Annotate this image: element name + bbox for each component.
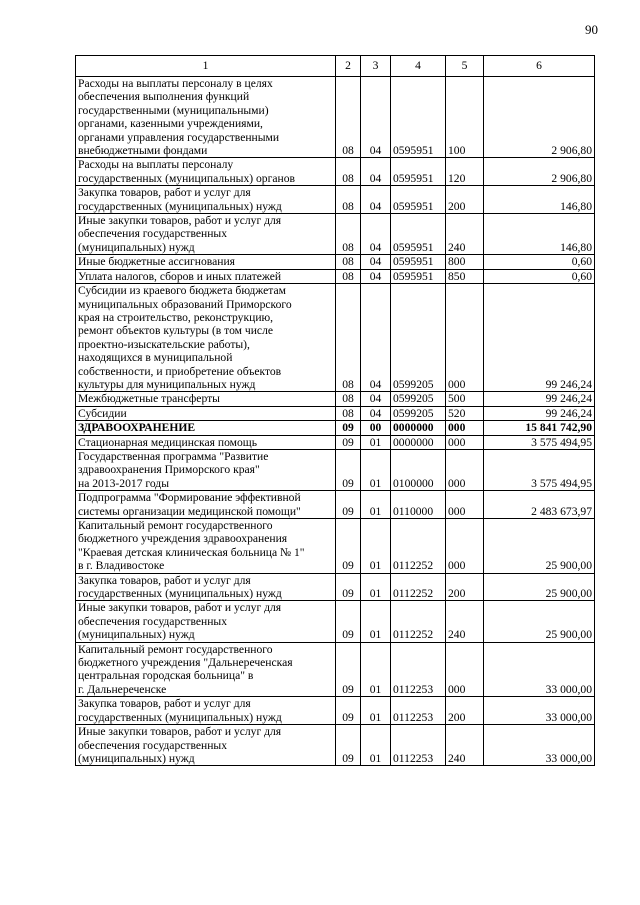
subsection-code bbox=[361, 77, 391, 158]
section-code bbox=[336, 697, 361, 725]
budget-item-name bbox=[76, 519, 336, 574]
subsection-code-text: 01 bbox=[369, 710, 382, 724]
table-row bbox=[76, 491, 595, 519]
subsection-code bbox=[361, 392, 391, 406]
subsection-code-text: 04 bbox=[369, 392, 382, 406]
budget-item-name-text: Субсидии bbox=[78, 406, 127, 420]
budget-item-name bbox=[76, 255, 336, 269]
target-article-code bbox=[391, 449, 446, 490]
amount-text: 25 900,00 bbox=[545, 559, 592, 573]
amount-text: 99 246,24 bbox=[545, 377, 592, 391]
subsection-code bbox=[361, 421, 391, 435]
expense-type-code bbox=[446, 601, 484, 642]
amount bbox=[484, 435, 595, 449]
subsection-code bbox=[361, 573, 391, 601]
expense-type-code bbox=[446, 642, 484, 697]
target-article-code bbox=[391, 421, 446, 435]
expense-type-code bbox=[446, 519, 484, 574]
amount bbox=[484, 573, 595, 601]
table-row bbox=[76, 449, 595, 490]
target-article-code-text: 0000000 bbox=[393, 435, 434, 449]
table-row bbox=[76, 697, 595, 725]
target-article-code bbox=[391, 269, 446, 283]
expense-type-code-text: 000 bbox=[448, 476, 466, 490]
header-cell: 2 bbox=[336, 56, 361, 77]
budget-item-name bbox=[76, 642, 336, 697]
table-row bbox=[76, 421, 595, 435]
expense-type-code-text: 200 bbox=[448, 587, 466, 601]
amount-text: 33 000,00 bbox=[545, 751, 592, 765]
target-article-code bbox=[391, 435, 446, 449]
header-cell: 5 bbox=[446, 56, 484, 77]
subsection-code bbox=[361, 284, 391, 392]
budget-item-name-text: Капитальный ремонт государственного бюджетного учреждения "Дальнереченская центральная городская больница" в г. Дальнереченске bbox=[78, 642, 293, 696]
budget-item-name-text: Расходы на выплаты персоналу в целях обеспечения выполнения функций государственными (муниципальными) органами, казенными учреждениями, органами управления государственными внебюджетными фондами bbox=[78, 77, 280, 158]
amount-text: 3 575 494,95 bbox=[531, 476, 592, 490]
budget-item-name-text: Расходы на выплаты персоналу государственных (муниципальных) органов bbox=[78, 158, 295, 185]
budget-item-name bbox=[76, 491, 336, 519]
budget-item-name-text: Иные закупки товаров, работ и услуг для обеспечения государственных (муниципальных) нужд bbox=[78, 214, 282, 254]
amount bbox=[484, 392, 595, 406]
budget-item-name-text: Закупка товаров, работ и услуг для государственных (муниципальных) нужд bbox=[78, 186, 282, 213]
subsection-code bbox=[361, 642, 391, 697]
amount bbox=[484, 406, 595, 420]
table-row bbox=[76, 725, 595, 766]
budget-item-name-text: Стационарная медицинская помощь bbox=[78, 435, 258, 449]
subsection-code bbox=[361, 186, 391, 214]
page-number: 90 bbox=[585, 22, 598, 37]
section-code-text: 09 bbox=[342, 628, 354, 642]
amount bbox=[484, 255, 595, 269]
amount bbox=[484, 449, 595, 490]
amount-text: 3 575 494,95 bbox=[531, 435, 592, 449]
amount-text: 2 483 673,97 bbox=[531, 504, 592, 518]
amount-text: 146,80 bbox=[560, 240, 592, 254]
expense-type-code-text: 500 bbox=[448, 392, 466, 406]
section-code-text: 08 bbox=[342, 377, 354, 391]
expense-type-code-text: 240 bbox=[448, 240, 466, 254]
section-code-text: 08 bbox=[342, 199, 354, 213]
subsection-code-text: 01 bbox=[369, 435, 382, 449]
target-article-code-text: 0112253 bbox=[393, 710, 434, 724]
subsection-code bbox=[361, 269, 391, 283]
amount bbox=[484, 186, 595, 214]
expense-type-code bbox=[446, 77, 484, 158]
subsection-code-text: 04 bbox=[369, 377, 382, 391]
budget-table bbox=[75, 55, 595, 766]
expense-type-code bbox=[446, 214, 484, 255]
section-code bbox=[336, 642, 361, 697]
section-code bbox=[336, 491, 361, 519]
target-article-code-text: 0110000 bbox=[393, 504, 434, 518]
subsection-code bbox=[361, 435, 391, 449]
table-row bbox=[76, 186, 595, 214]
expense-type-code-text: 000 bbox=[448, 435, 466, 449]
amount-text: 0,60 bbox=[571, 255, 592, 269]
amount bbox=[484, 697, 595, 725]
expense-type-code-text: 520 bbox=[448, 406, 466, 420]
table-row bbox=[76, 284, 595, 392]
expense-type-code bbox=[446, 255, 484, 269]
section-code bbox=[336, 77, 361, 158]
table-row bbox=[76, 406, 595, 420]
subsection-code bbox=[361, 519, 391, 574]
subsection-code-text: 01 bbox=[369, 476, 382, 490]
subsection-code-text: 01 bbox=[369, 682, 382, 696]
target-article-code bbox=[391, 255, 446, 269]
budget-item-name-text: Иные бюджетные ассигнования bbox=[78, 255, 235, 269]
amount-text: 2 906,80 bbox=[551, 144, 592, 158]
section-code-text: 08 bbox=[342, 392, 354, 406]
expense-type-code bbox=[446, 284, 484, 392]
budget-item-name bbox=[76, 435, 336, 449]
section-code bbox=[336, 186, 361, 214]
amount bbox=[484, 214, 595, 255]
expense-type-code bbox=[446, 573, 484, 601]
expense-type-code bbox=[446, 392, 484, 406]
subsection-code bbox=[361, 491, 391, 519]
amount-text: 33 000,00 bbox=[545, 682, 592, 696]
subsection-code bbox=[361, 406, 391, 420]
target-article-code bbox=[391, 491, 446, 519]
table-row bbox=[76, 214, 595, 255]
target-article-code bbox=[391, 392, 446, 406]
budget-item-name-text: Подпрограмма "Формирование эффективной системы организации медицинской помощи" bbox=[78, 491, 301, 518]
header-cell: 1 bbox=[76, 56, 336, 77]
budget-item-name-text: Межбюджетные трансферты bbox=[78, 392, 220, 406]
section-code-text: 09 bbox=[342, 559, 354, 573]
table-row bbox=[76, 435, 595, 449]
section-code bbox=[336, 284, 361, 392]
expense-type-code-text: 240 bbox=[448, 628, 466, 642]
amount bbox=[484, 725, 595, 766]
section-code-text: 08 bbox=[342, 406, 354, 420]
target-article-code-text: 0599205 bbox=[393, 377, 434, 391]
amount bbox=[484, 421, 595, 435]
amount-text: 146,80 bbox=[560, 199, 592, 213]
subsection-code-text: 04 bbox=[369, 406, 382, 420]
header-cell: 4 bbox=[391, 56, 446, 77]
expense-type-code-text: 120 bbox=[448, 171, 466, 185]
section-code-text: 08 bbox=[342, 144, 354, 158]
amount-text: 15 841 742,90 bbox=[525, 421, 592, 435]
target-article-code-text: 0595951 bbox=[393, 240, 434, 254]
budget-item-name bbox=[76, 573, 336, 601]
expense-type-code-text: 100 bbox=[448, 144, 466, 158]
budget-item-name bbox=[76, 77, 336, 158]
target-article-code-text: 0595951 bbox=[393, 144, 434, 158]
amount bbox=[484, 269, 595, 283]
section-code-text: 09 bbox=[342, 504, 354, 518]
target-article-code bbox=[391, 697, 446, 725]
subsection-code-text: 04 bbox=[369, 240, 382, 254]
section-code bbox=[336, 725, 361, 766]
subsection-code bbox=[361, 601, 391, 642]
expense-type-code-text: 000 bbox=[448, 682, 466, 696]
budget-item-name-text: Иные закупки товаров, работ и услуг для обеспечения государственных (муниципальных) нужд bbox=[78, 725, 282, 765]
section-code bbox=[336, 421, 361, 435]
target-article-code-text: 0112253 bbox=[393, 682, 434, 696]
target-article-code bbox=[391, 573, 446, 601]
expense-type-code bbox=[446, 449, 484, 490]
expense-type-code bbox=[446, 697, 484, 725]
target-article-code-text: 0000000 bbox=[393, 421, 434, 435]
subsection-code-text: 01 bbox=[369, 559, 382, 573]
expense-type-code-text: 000 bbox=[448, 559, 466, 573]
section-code bbox=[336, 519, 361, 574]
budget-item-name-text: Уплата налогов, сборов и иных платежей bbox=[78, 269, 282, 283]
subsection-code-text: 04 bbox=[369, 144, 382, 158]
subsection-code bbox=[361, 449, 391, 490]
table-row bbox=[76, 158, 595, 186]
budget-item-name-text: Субсидии из краевого бюджета бюджетам муниципальных образований Приморского края на строительство, реконструкцию, ремонт объектов культуры (в том числе проектно-изыскательские работы), находящихся в муниципальной собственности, и приобретение объектов культуры для муниципальных нужд bbox=[78, 284, 292, 391]
target-article-code-text: 0112253 bbox=[393, 751, 434, 765]
budget-item-name-text: Государственная программа "Развитие здравоохранения Приморского края" на 2013-2017 годы bbox=[78, 449, 269, 490]
section-code bbox=[336, 573, 361, 601]
section-code-text: 08 bbox=[342, 255, 354, 269]
subsection-code bbox=[361, 697, 391, 725]
target-article-code bbox=[391, 214, 446, 255]
table-row bbox=[76, 255, 595, 269]
amount bbox=[484, 77, 595, 158]
target-article-code-text: 0112252 bbox=[393, 559, 434, 573]
target-article-code-text: 0595951 bbox=[393, 199, 434, 213]
budget-item-name bbox=[76, 392, 336, 406]
expense-type-code-text: 200 bbox=[448, 199, 466, 213]
subsection-code-text: 01 bbox=[369, 587, 382, 601]
subsection-code bbox=[361, 214, 391, 255]
subsection-code-text: 04 bbox=[369, 171, 382, 185]
section-code bbox=[336, 255, 361, 269]
target-article-code-text: 0112252 bbox=[393, 587, 434, 601]
amount-text: 33 000,00 bbox=[545, 710, 592, 724]
expense-type-code-text: 850 bbox=[448, 269, 466, 283]
section-code bbox=[336, 435, 361, 449]
budget-item-name bbox=[76, 725, 336, 766]
target-article-code bbox=[391, 158, 446, 186]
target-article-code-text: 0595951 bbox=[393, 171, 434, 185]
subsection-code-text: 01 bbox=[369, 628, 382, 642]
budget-item-name bbox=[76, 158, 336, 186]
subsection-code-text: 01 bbox=[369, 751, 382, 765]
subsection-code bbox=[361, 158, 391, 186]
table-body bbox=[76, 77, 595, 766]
table-header-row bbox=[76, 56, 595, 77]
table-row bbox=[76, 519, 595, 574]
section-code bbox=[336, 406, 361, 420]
budget-item-name bbox=[76, 186, 336, 214]
subsection-code bbox=[361, 255, 391, 269]
subsection-code bbox=[361, 725, 391, 766]
subsection-code-text: 04 bbox=[369, 255, 382, 269]
expense-type-code-text: 240 bbox=[448, 751, 466, 765]
table-row bbox=[76, 601, 595, 642]
section-code-text: 09 bbox=[342, 710, 354, 724]
budget-item-name-text: Иные закупки товаров, работ и услуг для обеспечения государственных (муниципальных) нужд bbox=[78, 601, 282, 642]
amount-text: 99 246,24 bbox=[545, 392, 592, 406]
expense-type-code bbox=[446, 435, 484, 449]
amount-text: 25 900,00 bbox=[545, 628, 592, 642]
budget-item-name bbox=[76, 284, 336, 392]
expense-type-code bbox=[446, 491, 484, 519]
section-code bbox=[336, 392, 361, 406]
expense-type-code bbox=[446, 421, 484, 435]
amount bbox=[484, 601, 595, 642]
target-article-code bbox=[391, 642, 446, 697]
section-code-text: 09 bbox=[342, 751, 354, 765]
amount-text: 2 906,80 bbox=[551, 171, 592, 185]
target-article-code-text: 0112252 bbox=[393, 628, 434, 642]
budget-item-name bbox=[76, 269, 336, 283]
section-code-text: 08 bbox=[342, 269, 354, 283]
budget-item-name bbox=[76, 697, 336, 725]
budget-item-name bbox=[76, 421, 336, 435]
budget-item-name-text: Закупка товаров, работ и услуг для государственных (муниципальных) нужд bbox=[78, 573, 282, 601]
expense-type-code bbox=[446, 158, 484, 186]
section-code bbox=[336, 158, 361, 186]
subsection-code-text: 00 bbox=[369, 421, 382, 435]
budget-item-name-text: Капитальный ремонт государственного бюджетного учреждения здравоохранения "Краевая детская клиническая больница № 1" в г. Владивостоке bbox=[78, 519, 305, 573]
expense-type-code bbox=[446, 406, 484, 420]
expense-type-code-text: 000 bbox=[448, 504, 466, 518]
subsection-code-text: 01 bbox=[369, 504, 382, 518]
expense-type-code-text: 000 bbox=[448, 421, 466, 435]
amount bbox=[484, 519, 595, 574]
target-article-code bbox=[391, 77, 446, 158]
table-row bbox=[76, 573, 595, 601]
section-code-text: 09 bbox=[342, 587, 354, 601]
header-cell: 6 bbox=[484, 56, 595, 77]
budget-item-name bbox=[76, 449, 336, 490]
amount-text: 25 900,00 bbox=[545, 587, 592, 601]
expense-type-code bbox=[446, 725, 484, 766]
expense-type-code-text: 000 bbox=[448, 377, 466, 391]
section-code-text: 09 bbox=[342, 476, 354, 490]
target-article-code bbox=[391, 406, 446, 420]
section-code-text: 08 bbox=[342, 240, 354, 254]
section-code bbox=[336, 601, 361, 642]
section-code-text: 09 bbox=[342, 421, 354, 435]
target-article-code bbox=[391, 519, 446, 574]
target-article-code-text: 0599205 bbox=[393, 392, 434, 406]
expense-type-code bbox=[446, 269, 484, 283]
section-code-text: 09 bbox=[342, 682, 354, 696]
expense-type-code-text: 200 bbox=[448, 710, 466, 724]
budget-item-name bbox=[76, 406, 336, 420]
table-row bbox=[76, 642, 595, 697]
amount bbox=[484, 642, 595, 697]
expense-type-code bbox=[446, 186, 484, 214]
amount-text: 99 246,24 bbox=[545, 406, 592, 420]
target-article-code-text: 0599205 bbox=[393, 406, 434, 420]
budget-item-name-text: Закупка товаров, работ и услуг для государственных (муниципальных) нужд bbox=[78, 697, 282, 724]
section-code-text: 09 bbox=[342, 435, 354, 449]
target-article-code bbox=[391, 601, 446, 642]
budget-item-name-text: ЗДРАВООХРАНЕНИЕ bbox=[78, 421, 196, 435]
amount bbox=[484, 491, 595, 519]
section-code bbox=[336, 214, 361, 255]
subsection-code-text: 04 bbox=[369, 199, 382, 213]
target-article-code-text: 0595951 bbox=[393, 269, 434, 283]
amount bbox=[484, 158, 595, 186]
target-article-code bbox=[391, 725, 446, 766]
header-cell: 3 bbox=[361, 56, 391, 77]
target-article-code-text: 0100000 bbox=[393, 476, 434, 490]
section-code bbox=[336, 269, 361, 283]
section-code-text: 08 bbox=[342, 171, 354, 185]
target-article-code bbox=[391, 186, 446, 214]
amount bbox=[484, 284, 595, 392]
target-article-code-text: 0595951 bbox=[393, 255, 434, 269]
section-code bbox=[336, 449, 361, 490]
budget-item-name bbox=[76, 601, 336, 642]
expense-type-code-text: 800 bbox=[448, 255, 466, 269]
table-row bbox=[76, 392, 595, 406]
target-article-code bbox=[391, 284, 446, 392]
table-row bbox=[76, 269, 595, 283]
table-row bbox=[76, 77, 595, 158]
amount-text: 0,60 bbox=[571, 269, 592, 283]
subsection-code-text: 04 bbox=[369, 269, 382, 283]
budget-item-name bbox=[76, 214, 336, 255]
